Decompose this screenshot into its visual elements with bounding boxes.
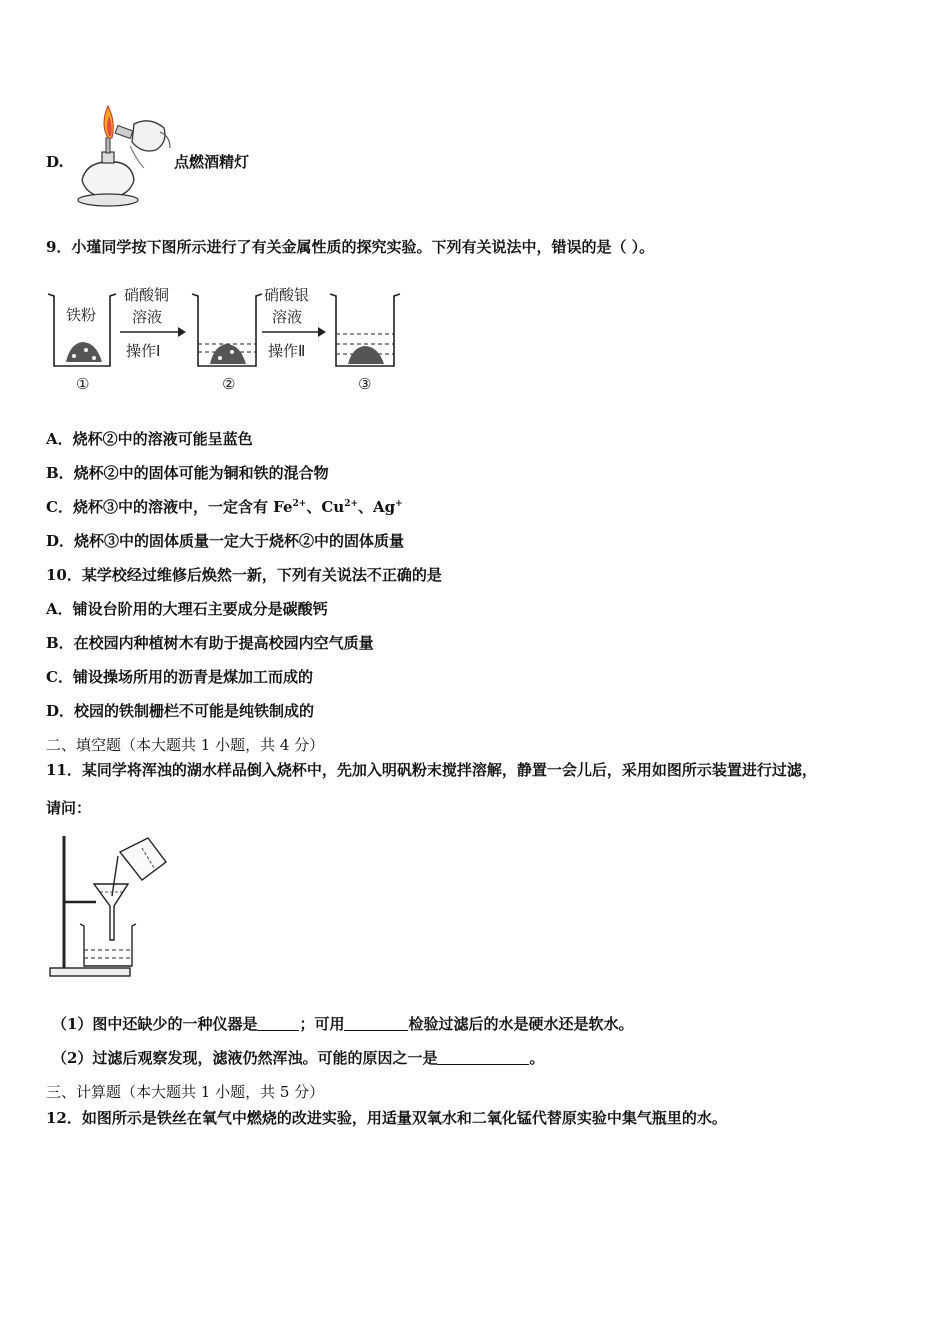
beaker-2 xyxy=(192,294,262,393)
svg-text:硝酸铜: 硝酸铜 xyxy=(124,286,170,304)
q10-option-c: C．铺设操场所用的沥青是煤加工而成的 xyxy=(46,668,313,686)
beaker1-number: ① xyxy=(76,375,90,393)
svg-text:操作Ⅱ: 操作Ⅱ xyxy=(268,342,306,360)
q11-blank-3[interactable] xyxy=(437,1050,529,1065)
q8-option-d-letter: D. xyxy=(46,153,64,171)
alcohol-lamp-lighting-figure xyxy=(72,102,172,212)
svg-text:硝酸银: 硝酸银 xyxy=(264,286,310,304)
q10-stem: 10．某学校经过维修后焕然一新，下列有关说法不正确的是 xyxy=(46,566,442,584)
q10-option-d: D．校园的铁制栅栏不可能是纯铁制成的 xyxy=(46,702,315,720)
svg-text:溶液: 溶液 xyxy=(272,308,303,326)
q10-option-a: A．铺设台阶用的大理石主要成分是碳酸钙 xyxy=(46,600,328,618)
filtration-apparatus-figure xyxy=(50,832,170,982)
q11-blank-1[interactable] xyxy=(257,1016,299,1031)
q11-sub1: （1）图中还缺少的一种仪器是 ；可用 检验过滤后的水是硬水还是软水。 xyxy=(52,1015,634,1033)
q9-option-a: A．烧杯②中的溶液可能呈蓝色 xyxy=(46,430,253,448)
arrow-2 xyxy=(262,286,326,360)
svg-text:操作Ⅰ: 操作Ⅰ xyxy=(126,342,161,360)
section-2-title: 二、填空题（本大题共 1 小题，共 4 分） xyxy=(46,736,325,754)
arrow-1 xyxy=(120,286,186,360)
beaker-1 xyxy=(48,294,116,393)
beaker2-number: ② xyxy=(222,375,236,393)
q12-stem: 12．如图所示是铁丝在氧气中燃烧的改进实验，用适量双氧水和二氧化锰代替原实验中集气瓶里的水。 xyxy=(46,1109,727,1127)
q10-option-b: B．在校园内种植树木有助于提高校园内空气质量 xyxy=(46,634,374,652)
beaker-3 xyxy=(330,294,400,393)
q11-stem-continued: 请问： xyxy=(46,799,92,817)
q9-stem: 9．小瑾同学按下图所示进行了有关金属性质的探究实验。下列有关说法中，错误的是（ ）。 xyxy=(46,238,655,256)
q9-option-d: D．烧杯③中的固体质量一定大于烧杯②中的固体质量 xyxy=(46,532,405,550)
q8-option-d-text: 点燃酒精灯 xyxy=(174,153,250,171)
section-3-title: 三、计算题（本大题共 1 小题，共 5 分） xyxy=(46,1083,325,1101)
q11-blank-2[interactable] xyxy=(344,1016,408,1031)
beaker1-content-label: 铁粉 xyxy=(66,306,97,324)
q9-option-b: B．烧杯②中的固体可能为铜和铁的混合物 xyxy=(46,464,329,482)
q9-option-c: C．烧杯③中的溶液中，一定含有 $Fe^{2+}$、$Cu^{2+}$、Ag+ xyxy=(46,498,403,516)
q11-sub2: （2）过滤后观察发现，滤液仍然浑浊。可能的原因之一是 。 xyxy=(52,1049,545,1067)
q11-stem: 11．某同学将浑浊的湖水样品倒入烧杯中，先加入明矾粉末搅拌溶解，静置一会儿后，采用如图所示装置进行过滤， xyxy=(46,761,817,779)
svg-text:溶液: 溶液 xyxy=(132,308,163,326)
beaker3-number: ③ xyxy=(358,375,372,393)
q9-beaker-experiment-figure xyxy=(46,282,406,397)
